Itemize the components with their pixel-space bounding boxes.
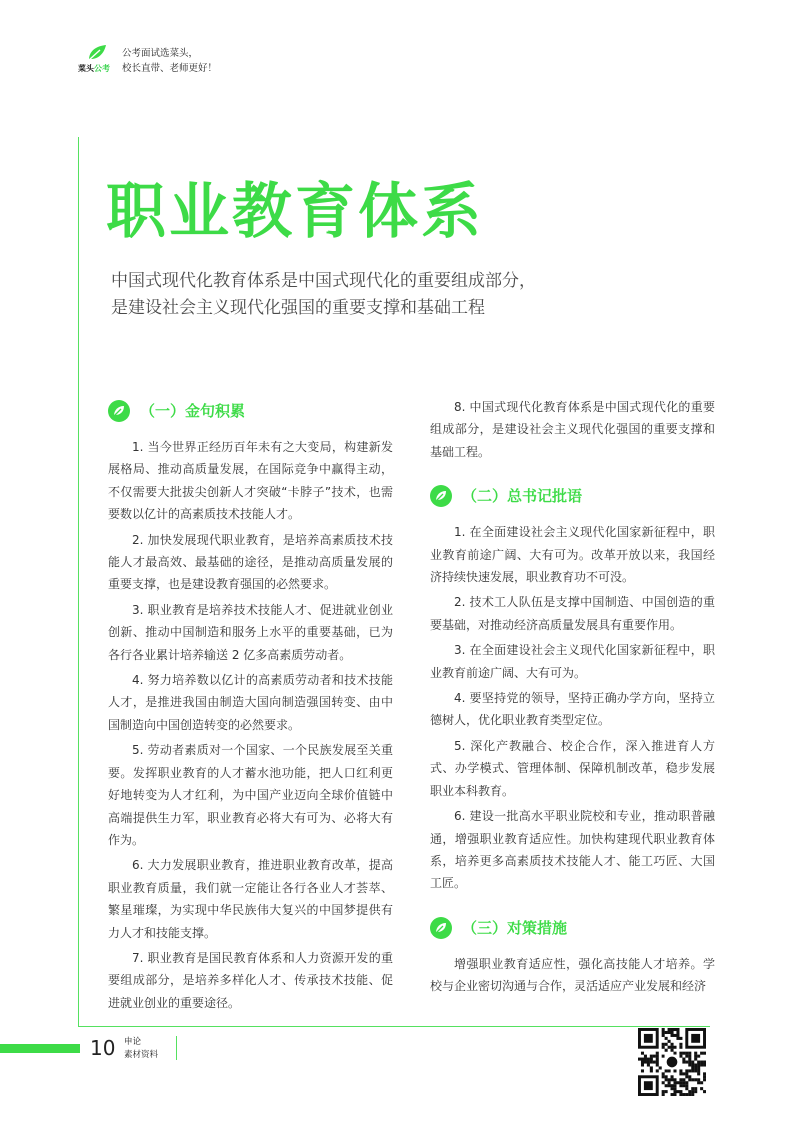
page-title: 职业教育体系 <box>106 177 484 247</box>
section-heading-three <box>430 913 715 943</box>
list-item: 1. 在全面建设社会主义现代化国家新征程中，职业教育前途广阔、大有可为。改革开放以来，我国经济持续快速发展，职业教育功不可没。 <box>430 525 715 585</box>
list-item: 5. 深化产教融合、校企合作，深入推进育人方式、办学模式、管理体制、保障机制改革，稳步发展职业本科教育。 <box>430 738 715 798</box>
leaf-icon <box>86 44 108 62</box>
subtitle-line-2: 是建设社会主义现代化强国的重要支撑和基础工程 <box>111 298 485 318</box>
leaf-icon <box>430 917 452 939</box>
list-item: 6. 建设一批高水平职业院校和专业，推动职普融通，增强职业教育适应性。加快构建现代职业教育体系，培养更多高素质技术技能人才、能工巧匠、大国工匠。 <box>430 809 715 891</box>
section-title: （一）金句积累 <box>140 401 246 420</box>
section-heading-two <box>430 481 715 511</box>
subtitle-line-1: 中国式现代化教育体系是中国式现代化的重要组成部分， <box>111 271 536 291</box>
section-title: （二）总书记批语 <box>462 487 583 506</box>
publication-line-2: 素材资料 <box>124 1050 159 1060</box>
left-column <box>108 396 393 1017</box>
list-item: 5. 劳动者素质对一个国家、一个民族发展至关重要。发挥职业教育的人才蓄水池功能，把人口红利更好地转变为人才红利，为中国产业迈向全球价值链中高端提供生力军，职业教育必将大有可为、必将大有作为。 <box>108 743 393 847</box>
footer-divider <box>176 1036 177 1060</box>
publication-label <box>124 1036 158 1062</box>
list-item: 增强职业教育适应性，强化高技能人才培养。学校与企业密切沟通与合作，灵活适应产业发展和经济 <box>430 956 715 994</box>
list-item: 4. 要坚持党的领导，坚持正确办学方向，坚持立德树人，优化职业教育类型定位。 <box>430 691 715 728</box>
page-number: 10 <box>90 1036 116 1060</box>
list-item: 8. 中国式现代化教育体系是中国式现代化的重要组成部分，是建设社会主义现代化强国的重要支撑和基础工程。 <box>430 400 715 459</box>
brand-logo <box>78 44 118 78</box>
right-column <box>430 396 715 1001</box>
list-item: 3. 在全面建设社会主义现代化国家新征程中，职业教育前途广阔、大有可为。 <box>430 643 715 680</box>
leaf-icon <box>430 485 452 507</box>
list-item: 6. 大力发展职业教育，推进职业教育改革，提高职业教育质量，我们就一定能让各行各业人才荟萃、繁星璀璨，为实现中华民族伟大复兴的中国梦提供有力人才和技能支撑。 <box>108 858 393 940</box>
publication-line-1: 申论 <box>124 1037 142 1047</box>
list-item: 7. 职业教育是国民教育体系和人力资源开发的重要组成部分，是培养多样化人才、传承技术技能、促进就业创业的重要途径。 <box>108 950 393 1010</box>
slogan-line-1: 公考面试选菜头， <box>122 48 199 59</box>
leaf-icon <box>108 400 130 422</box>
list-item: 3. 职业教育是培养技术技能人才、促进就业创业创新、推动中国制造和服务上水平的重要基础，已为各行各业累计培养输送 2 亿多高素质劳动者。 <box>108 602 393 662</box>
vertical-rule <box>78 137 79 1027</box>
list-item: 2. 技术工人队伍是支撑中国制造、中国创造的重要基础，对推动经济高质量发展具有重要作用。 <box>430 595 715 632</box>
footer-accent-bar <box>0 1044 80 1053</box>
section-heading-one <box>108 396 393 426</box>
slogan-line-2: 校长直带、老师更好！ <box>122 63 218 74</box>
list-item: 4. 努力培养数以亿计的高素质劳动者和技术技能人才，是推进我国由制造大国向制造强国转变、由中国制造向中国创造转变的必然要求。 <box>108 673 393 732</box>
qr-code-icon <box>638 1028 706 1096</box>
list-item: 1. 当今世界正经历百年未有之大变局，构建新发展格局、推动高质量发展，在国际竞争中赢得主动，不仅需要大批拔尖创新人才突破“卡脖子”技术，也需要数以亿计的高素质技术技能人才。 <box>108 440 393 522</box>
page-subtitle <box>111 268 536 322</box>
logo-wordmark: 菜头公考 <box>78 64 110 73</box>
section-title: （三）对策措施 <box>462 918 568 937</box>
list-item: 2. 加快发展现代职业教育，是培养高素质技术技能人才最高效、最基础的途径，是推动高质量发展的重要支撑，也是建设教育强国的必然要求。 <box>108 532 393 592</box>
horizontal-rule <box>78 1026 710 1027</box>
header-slogan <box>122 46 217 76</box>
